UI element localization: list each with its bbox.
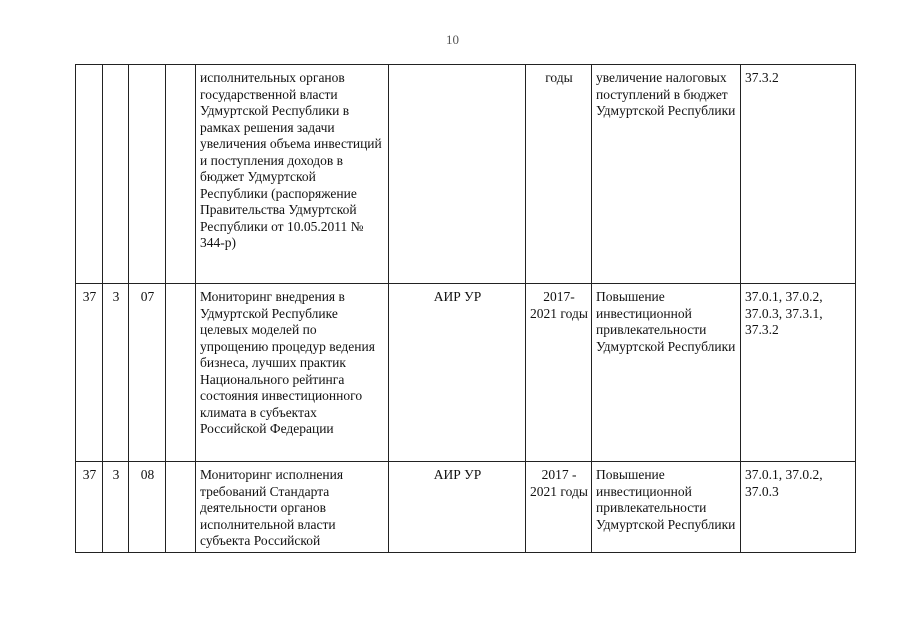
cell-indicators: 37.3.2 [741, 65, 856, 284]
cell-code-m [166, 462, 196, 553]
cell-period: 2017 - 2021 годы [526, 462, 592, 553]
cell-code-m [166, 284, 196, 462]
cell-code-om: 08 [129, 462, 166, 553]
page-number: 10 [446, 32, 459, 47]
cell-indicators: 37.0.1, 37.0.2, 37.0.3 [741, 462, 856, 553]
cell-result: Повышение инвестиционной привлекательности Удмуртской Республики [592, 284, 741, 462]
cell-measure: Мониторинг исполнения требований Стандарта деятельности органов исполнительной власти субъекта Российской [196, 462, 389, 553]
table-row [76, 65, 856, 284]
cell-code-om [129, 65, 166, 284]
cell-executor: АИР УР [389, 462, 526, 553]
cell-measure: исполнительных органов государственной власти Удмуртской Республики в рамках решения задачи увеличения объема инвестиций и поступления доходов в бюджет Удмуртской Республики (распоряжение Правительства Удмуртской Республики от 10.05.2011 № 344-р) [196, 65, 389, 284]
cell-code-pp [103, 65, 129, 284]
measures-table [75, 64, 856, 553]
cell-indicators: 37.0.1, 37.0.2, 37.0.3, 37.3.1, 37.3.2 [741, 284, 856, 462]
table-row [76, 284, 856, 462]
cell-code-m [166, 65, 196, 284]
cell-code-pp: 3 [103, 462, 129, 553]
cell-result: увеличение налоговых поступлений в бюджет Удмуртской Республики [592, 65, 741, 284]
cell-code-om: 07 [129, 284, 166, 462]
cell-measure: Мониторинг внедрения в Удмуртской Республике целевых моделей по упрощению процедур ведения бизнеса, лучших практик Национального рейтинга состояния инвестиционного климата в субъектах Российской Федерации [196, 284, 389, 462]
cell-code-gp: 37 [76, 284, 103, 462]
table-row [76, 462, 856, 553]
cell-executor [389, 65, 526, 284]
cell-code-pp: 3 [103, 284, 129, 462]
cell-period: годы [526, 65, 592, 284]
cell-executor: АИР УР [389, 284, 526, 462]
cell-result: Повышение инвестиционной привлекательности Удмуртской Республики [592, 462, 741, 553]
cell-code-gp: 37 [76, 462, 103, 553]
cell-period: 2017-2021 годы [526, 284, 592, 462]
cell-code-gp [76, 65, 103, 284]
